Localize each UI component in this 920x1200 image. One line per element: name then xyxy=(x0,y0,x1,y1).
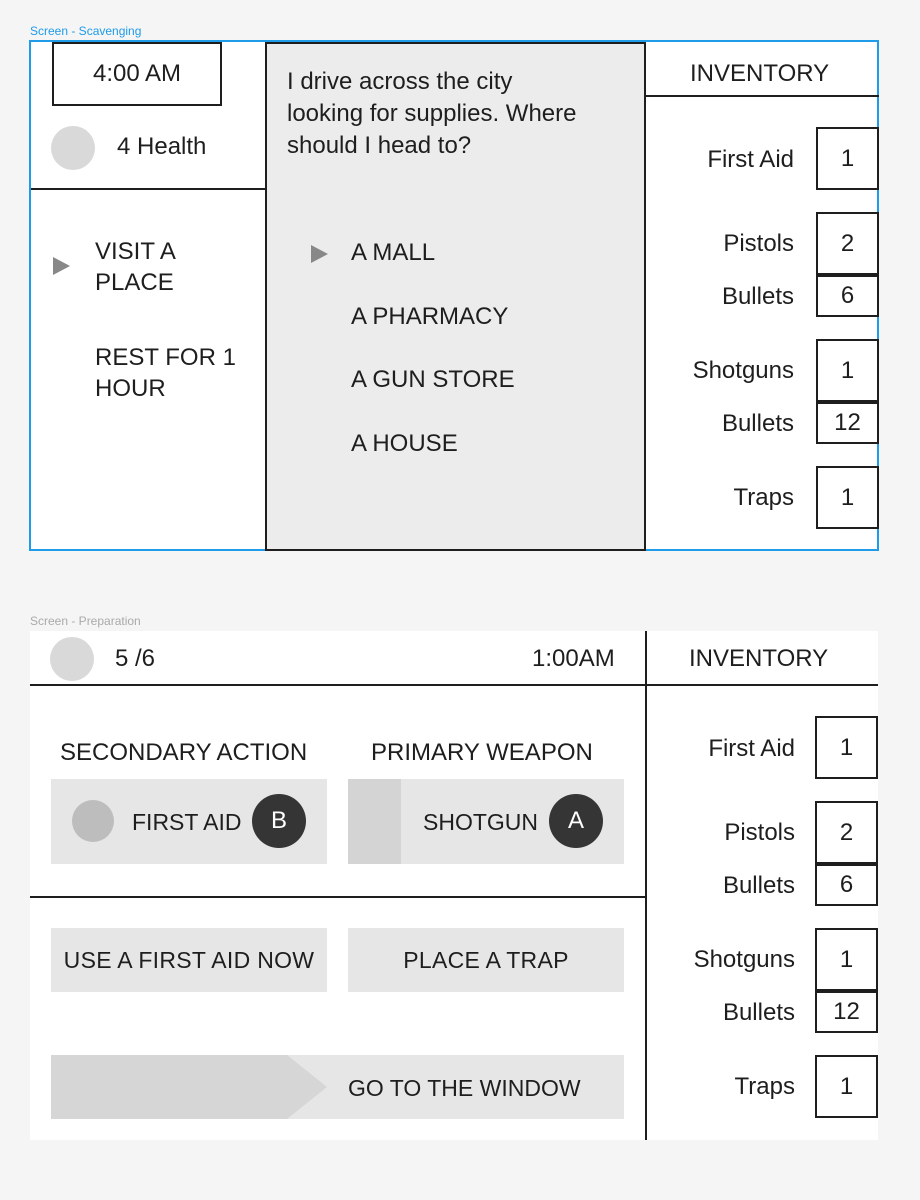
button-a-badge: A xyxy=(549,794,603,848)
inventory-label: Bullets xyxy=(721,410,794,437)
go-to-window-label: GO TO THE WINDOW xyxy=(348,1075,581,1101)
inventory-count-shotguns: 1 xyxy=(815,928,878,991)
destination-mall[interactable] xyxy=(307,234,607,274)
scavenging-screen xyxy=(29,40,879,551)
inventory-label: Bullets xyxy=(722,999,795,1026)
inventory-label: Bullets xyxy=(722,872,795,899)
inventory-label: Pistols xyxy=(723,230,794,257)
health-icon xyxy=(50,637,94,681)
use-first-aid-button[interactable]: USE A FIRST AID NOW xyxy=(51,928,327,992)
button-b-badge: B xyxy=(252,794,306,848)
first-aid-icon xyxy=(72,800,114,842)
weapon-image-placeholder xyxy=(348,779,401,864)
inventory-count-pistol-bullets: 6 xyxy=(815,864,878,906)
inventory-label: Traps xyxy=(733,484,794,511)
selected-arrow-icon xyxy=(311,245,328,263)
narrative-panel xyxy=(265,42,646,551)
action-rest[interactable] xyxy=(51,342,261,406)
inventory-label: Bullets xyxy=(721,283,794,310)
action-list xyxy=(31,232,263,402)
prompt-text: I drive across the city looking for supplies. Where should I head to? xyxy=(287,68,577,159)
action-visit-place[interactable] xyxy=(51,232,261,296)
action-label: REST FOR 1 HOUR xyxy=(95,344,236,402)
secondary-action-slot[interactable] xyxy=(51,779,327,864)
destination-gun-store[interactable] xyxy=(307,361,607,401)
inventory-title: INVENTORY xyxy=(690,60,830,87)
secondary-action-title: SECONDARY ACTION xyxy=(60,739,308,766)
inventory-count-shotgun-bullets: 12 xyxy=(816,402,879,444)
status-divider xyxy=(31,188,265,190)
inventory-title: INVENTORY xyxy=(689,645,829,672)
primary-weapon-title: PRIMARY WEAPON xyxy=(371,739,593,766)
health-label: 5 /6 xyxy=(115,645,156,672)
action-label: VISIT A PLACE xyxy=(95,238,176,296)
progress-fill xyxy=(51,1055,287,1119)
inventory-label: Pistols xyxy=(724,819,795,846)
inventory-count-traps: 1 xyxy=(815,1055,878,1118)
inventory-divider xyxy=(646,95,879,97)
inventory-label: First Aid xyxy=(707,146,794,173)
primary-weapon-slot[interactable] xyxy=(348,779,624,864)
inventory-count-pistols: 2 xyxy=(815,801,878,864)
inventory-count-pistols: 2 xyxy=(816,212,879,275)
destination-label: A GUN STORE xyxy=(351,366,515,393)
destination-list xyxy=(267,234,644,474)
inventory-count-traps: 1 xyxy=(816,466,879,529)
inventory-panel xyxy=(646,42,879,551)
preparation-screen xyxy=(30,631,878,1140)
inventory-count-first-aid: 1 xyxy=(816,127,879,190)
destination-house[interactable] xyxy=(307,425,607,465)
inventory-count-shotgun-bullets: 12 xyxy=(815,991,878,1033)
health-label: 4 Health xyxy=(117,133,207,160)
health-icon xyxy=(51,126,95,170)
time-text: 4:00 AM xyxy=(92,60,182,87)
go-to-window-button[interactable] xyxy=(51,1055,624,1119)
frame-label-preparation: Screen - Preparation xyxy=(30,614,141,628)
inventory-label: Shotguns xyxy=(692,357,794,384)
inventory-panel xyxy=(647,631,878,1140)
inventory-count-pistol-bullets: 6 xyxy=(816,275,879,317)
arrow-right-icon xyxy=(287,1055,327,1119)
secondary-item-label: FIRST AID xyxy=(132,809,242,835)
inventory-count-first-aid: 1 xyxy=(815,716,878,779)
inventory-label: Shotguns xyxy=(693,946,795,973)
destination-pharmacy[interactable] xyxy=(307,298,607,338)
time-label: 1:00AM xyxy=(532,645,615,672)
inventory-label: Traps xyxy=(734,1073,795,1100)
destination-label: A MALL xyxy=(351,239,436,266)
frame-label-scavenging: Screen - Scavenging xyxy=(30,24,142,38)
time-display xyxy=(52,42,222,106)
inventory-label: First Aid xyxy=(708,735,795,762)
inventory-count-shotguns: 1 xyxy=(816,339,879,402)
primary-item-label: SHOTGUN xyxy=(423,809,538,835)
destination-label: A HOUSE xyxy=(351,430,458,457)
place-trap-button[interactable]: PLACE A TRAP xyxy=(348,928,624,992)
destination-label: A PHARMACY xyxy=(351,303,509,330)
loadout-divider xyxy=(30,896,645,898)
selected-arrow-icon xyxy=(53,257,70,275)
